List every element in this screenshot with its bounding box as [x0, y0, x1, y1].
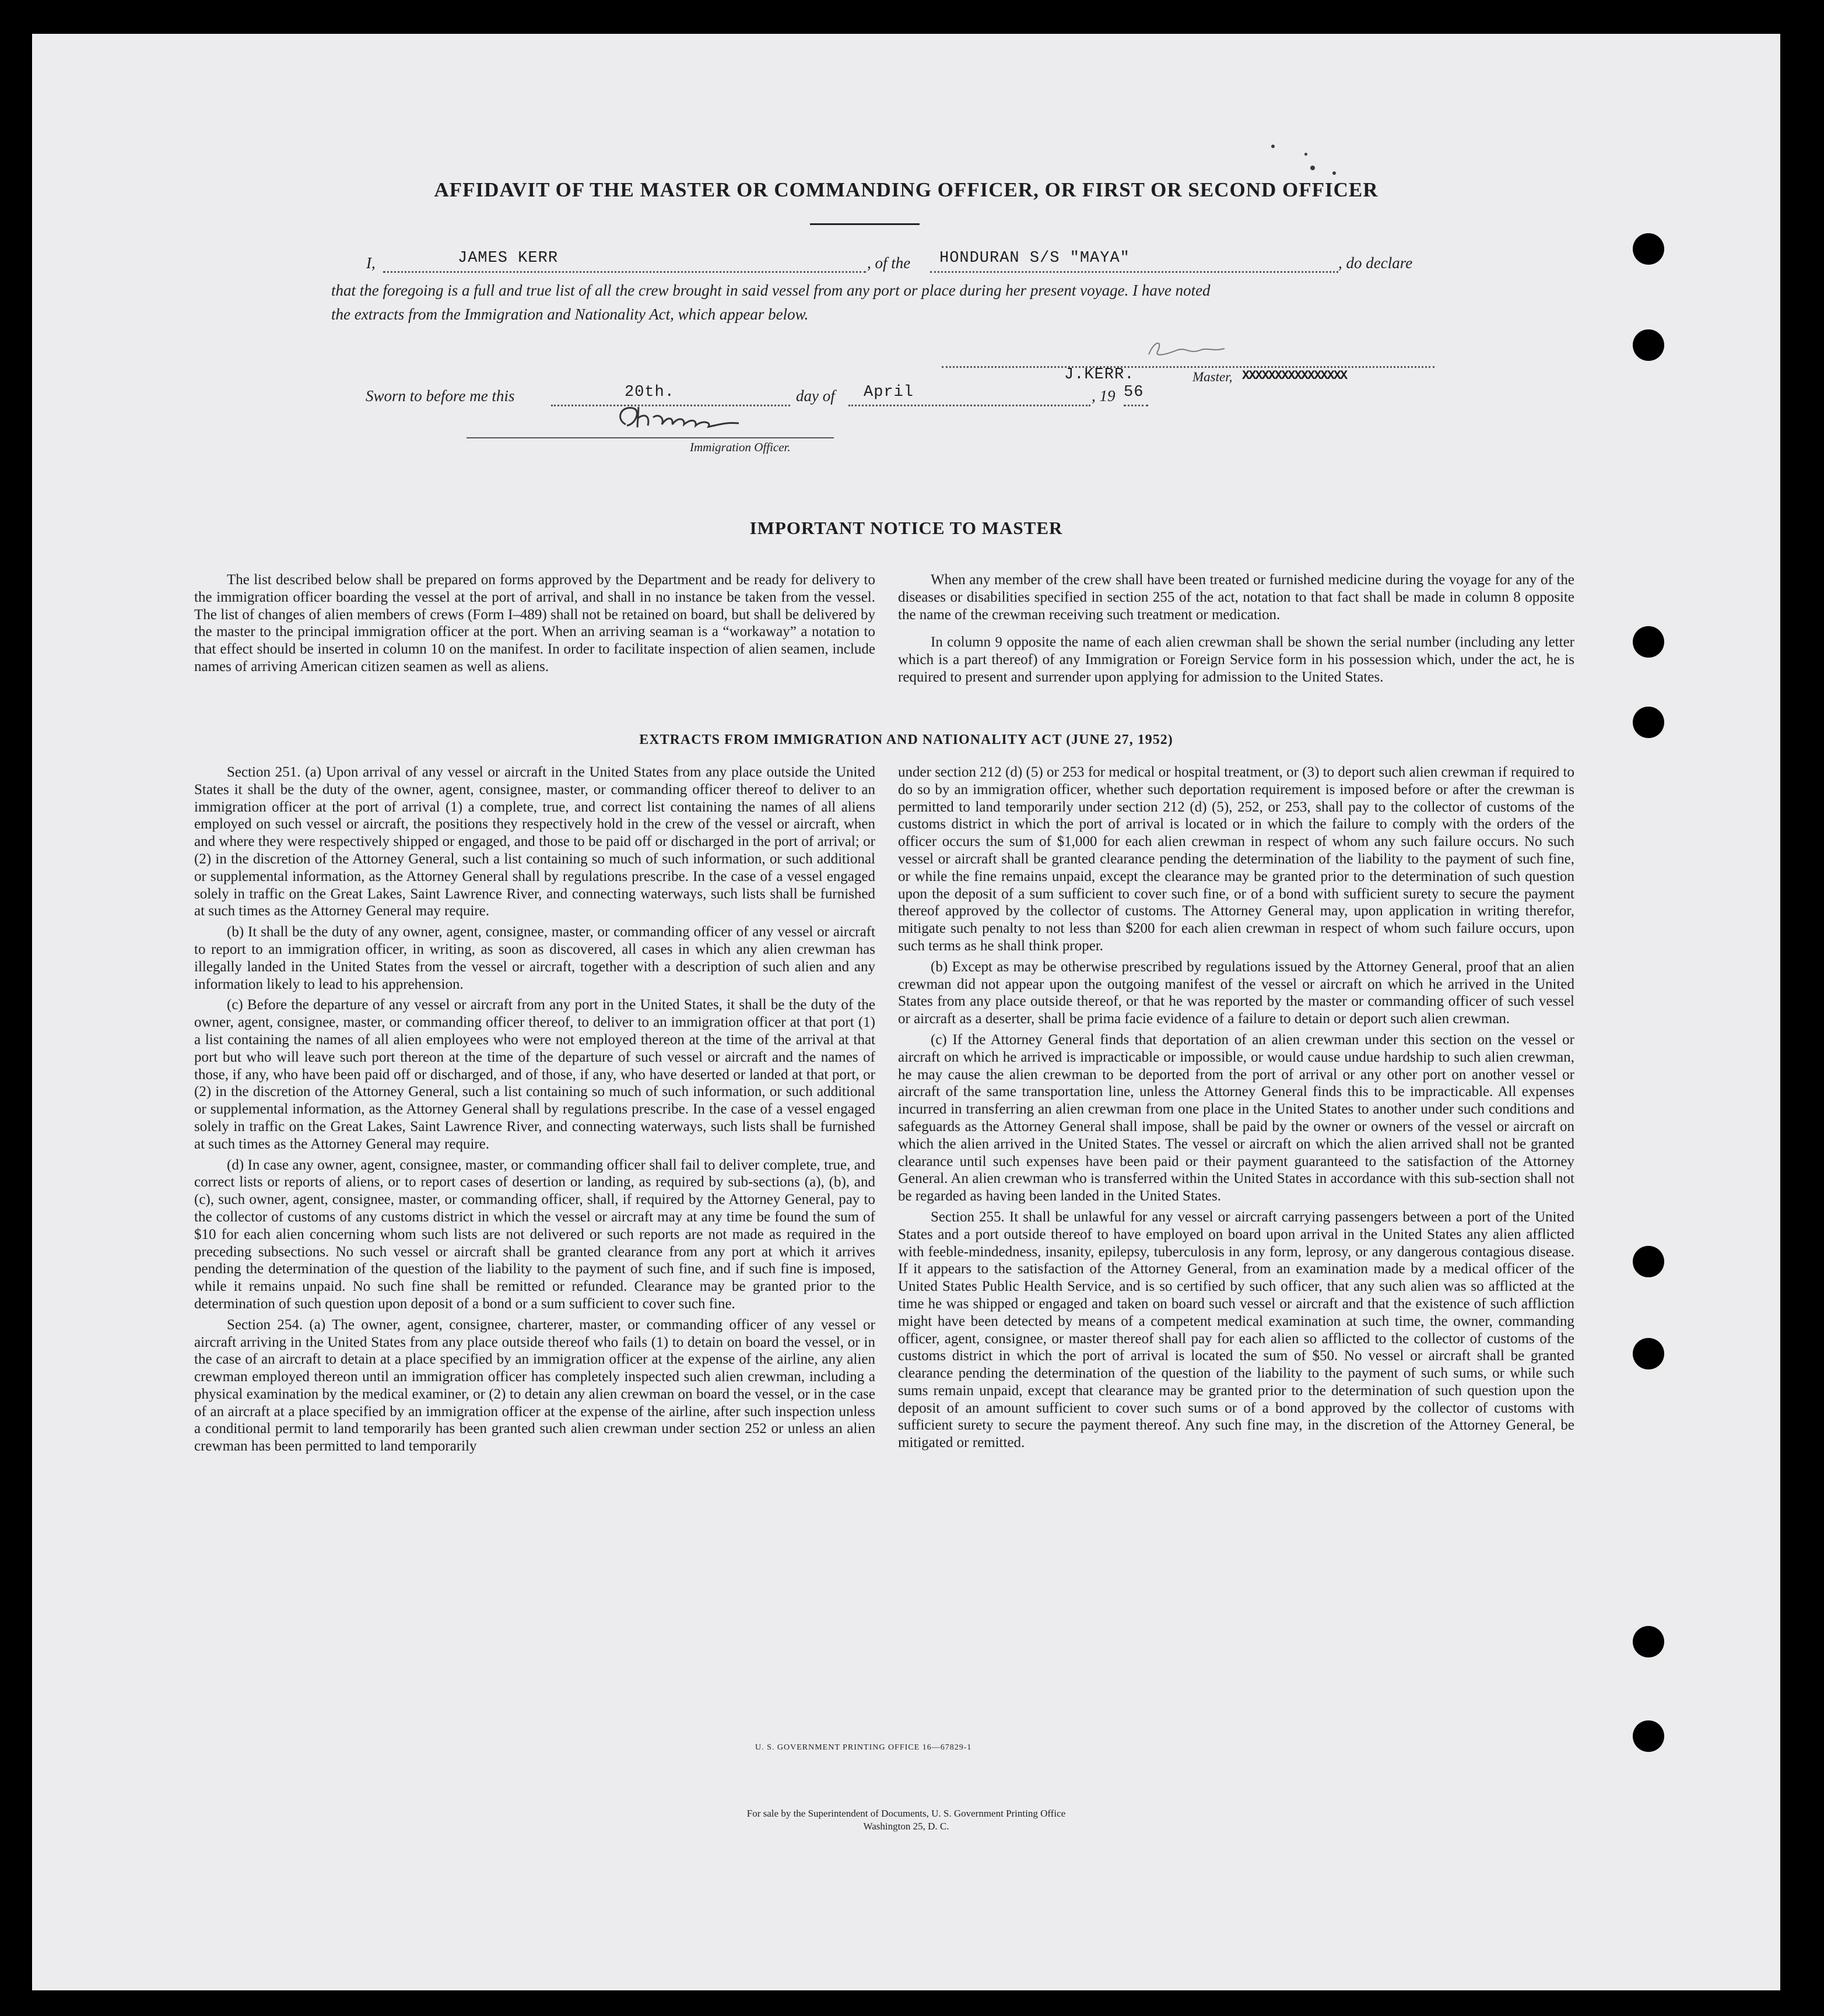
immigration-officer-line	[466, 436, 834, 438]
day-of-label: day of	[796, 387, 835, 405]
extract-paragraph: (d) In case any owner, agent, consignee, master, or commanding officer shall fail to deliver complete, true, and correct lists or reports of aliens, or to report cases of desertion or landing, as required by sub-sections (a), (b), and (c), such owner, agent, consignee, master, or commanding officer, shall, if required by the Attorney General, pay to the collector of customs of any customs district in which the vessel or aircraft may at any time be found the sum of $10 for each alien concerning whom such lists are not delivered or such reports are not made as required in the preceding subsections. No such vessel or aircraft shall be granted clearance from any port at which it arrives pending the determination of the question of the liability to the payment of such fine, and if such fine is imposed, while it remains unpaid. No such fine shall be remitted or refunded. Clearance may be granted prior to the determination of such question upon deposit of a bond or a sum sufficient to cover such fine.	[194, 1157, 875, 1312]
affidavit-title: AFFIDAVIT OF THE MASTER OR COMMANDING OFFICER, OR FIRST OR SECOND OFFICER	[434, 178, 1378, 201]
do-declare-label: , do declare	[1338, 254, 1413, 272]
sale-line-2: Washington 25, D. C.	[863, 1821, 949, 1832]
month-value: April	[864, 384, 914, 401]
vessel-value: HONDURAN S/S "MAYA"	[939, 250, 1130, 267]
speck	[1304, 153, 1307, 156]
notice-right-paragraph-1: When any member of the crew shall have been treated or furnished medicine during the voyage for any of the diseases or disabilities specified in section 255 of the act, notation to that fact shall be made in column 8 opposite the name of the crewman receiving such treatment or medication.	[898, 572, 1574, 623]
master-name-value: JAMES KERR	[458, 250, 559, 267]
master-signature-line	[942, 365, 1434, 368]
immigration-officer-label: Immigration Officer.	[690, 440, 791, 454]
extract-paragraph: (c) Before the departure of any vessel or aircraft from any port in the United States, it shall be the duty of the owner, agent, consignee, master, or commanding officer thereof, to deliver to an immigration officer at that port (1) a list containing the names of all alien employees who were not employed thereon at the time of the arrival at that port but who will leave such port thereon at the time of the departure of such vessel or aircraft and the names of those, if any, who have been paid off or discharged, and of those, if any, who have deserted or landed at that port, or (2) in the discretion of the Attorney General, such a list containing so much of such information, or such additional or supplemental information, as the Attorney General shall by regulations prescribe. In the case of a vessel engaged solely in traffic on the Great Lakes, Saint Lawrence River, and connecting waterways, such lists shall be furnished at such times as the Attorney General may require.	[194, 997, 875, 1152]
document-page	[32, 34, 1780, 1990]
of-the-label: , of the	[867, 254, 911, 272]
punch-hole	[1633, 329, 1664, 361]
extract-paragraph: under section 212 (d) (5) or 253 for medical or hospital treatment, or (3) to deport such alien crewman if required to do so by an immigration officer, whether such deportation requirement is imposed before or after the crewman is permitted to land temporarily under section 212 (d) (5), 252, or 253, shall pay to the collector of customs of the customs district in which the port of arrival is located or in which the failure to comply with the orders of the officer occurs the sum of $1,000 for each alien crewman in respect of whom any such failure occurs. No such vessel or aircraft shall be granted clearance pending the determination of the liability to the payment of such fine, or while the fine remains unpaid, except the clearance may be granted prior to the determination of such question upon the deposit of a sum sufficient to cover such fine, or of a bond with sufficient surety to secure the payment thereof approved by the collector of customs. The Attorney General may, upon application in writing therefor, mitigate such penalty to not less than $200 for each alien crewman in respect of whom such failure occurs, upon such terms as he shall think proper.	[898, 764, 1574, 954]
punch-hole	[1633, 1338, 1664, 1369]
sale-notice	[32, 1807, 1780, 1833]
speck	[1310, 166, 1315, 170]
sale-line-1: For sale by the Superintendent of Documents, U. S. Government Printing Office	[746, 1808, 1066, 1819]
declaration-line-2: the extracts from the Immigration and Nationality Act, which appear below.	[331, 305, 809, 323]
day-value: 20th.	[625, 384, 675, 401]
month-field	[848, 403, 1090, 406]
year-prefix: , 19	[1092, 387, 1116, 405]
extract-paragraph: Section 251. (a) Upon arrival of any vessel or aircraft in the United States from any place outside the United States it shall be the duty of the owner, agent, consignee, master, or commanding officer thereof to deliver to an immigration officer at the port of arrival (1) a complete, true, and correct list containing the names of all aliens employed on such vessel or aircraft, the positions they respectively hold in the crew of the vessel or aircraft, when and where they were respectively shipped or engaged, and those to be paid off or discharged in the port of arrival; or (2) in the discretion of the Attorney General, such a list containing so much of such information, or such additional or supplemental information, as the Attorney General shall by regulations prescribe. In the case of a vessel engaged solely in traffic on the Great Lakes, Saint Lawrence River, and connecting waterways, such lists shall be furnished at such times as the Attorney General may require.	[194, 764, 875, 919]
title-rule	[810, 223, 920, 225]
punch-hole	[1633, 626, 1664, 658]
notice-right-paragraph-2: In column 9 opposite the name of each alien crewman shall be shown the serial number (including any letter which is a part thereof) of any Immigration or Foreign Service form in his possession which, under the act, he is required to present and surrender upon applying for admission to the United States.	[898, 634, 1574, 685]
punch-hole	[1633, 1246, 1664, 1277]
punch-hole	[1633, 1626, 1664, 1657]
master-struck: XXXXXXXXXXXXXXXX	[1242, 368, 1347, 383]
extract-paragraph: (c) If the Attorney General finds that deportation of an alien crewman under this section on the vessel or aircraft on which he arrived is impracticable or impossible, or would cause undue hardship to such alien crewman, he may cause the alien crewman to be deported from the port of arrival or any other port on another vessel or aircraft of the same transportation line, unless the Attorney General finds this to be impracticable. All expenses incurred in transferring an alien crewman from one place in the United States to another under such conditions and safeguards as the Attorney General shall impose, shall be paid by the owner or owners of the vessel or aircraft on which the alien arrived in the United States. The vessel or aircraft on which the alien arrived shall not be granted clearance until such expenses have been paid or their payment guaranteed to the satisfaction of the Attorney General. An alien crewman who is transferred within the United States in accordance with this sub-section shall not be regarded as having been landed in the United States.	[898, 1031, 1574, 1204]
immigration-officer-signature	[609, 401, 749, 436]
master-label: Master,	[1192, 370, 1233, 384]
sworn-label: Sworn to before me this	[366, 387, 515, 405]
year-value: 56	[1124, 384, 1144, 401]
extract-paragraph: Section 255. It shall be unlawful for any vessel or aircraft carrying passengers between a port of the United States and a port outside thereof to have employed on board upon arrival in the United States any alien afflicted with feeble-mindedness, insanity, epilepsy, tuberculosis in any form, leprosy, or any dangerous contagious disease. If it appears to the satisfaction of the Attorney General, from an examination made by a medical officer of the United States Public Health Service, and is so certified by such officer, that any such alien was so afflicted at the time he was shipped or engaged and taken on board such vessel or aircraft and that the existence of such affliction might have been detected by means of a competent medical examination at such time, the owner, commanding officer, agent, consignee, or master thereof shall pay for each alien so afflicted to the collector of customs of the customs district in which the port of arrival is located the sum of $50. No vessel or aircraft shall be granted clearance pending the determination of the question of the liability to the payment of such sums, or while such sums remain unpaid, except that clearance may be granted prior to the determination of such question upon the deposit of an amount sufficient to cover such sums or of a bond approved by the collector of customs with sufficient surety to secure the payment thereof. Any such fine may, in the discretion of the Attorney General, be mitigated or remitted.	[898, 1209, 1574, 1451]
extract-paragraph: Section 254. (a) The owner, agent, consignee, charterer, master, or commanding officer of any vessel or aircraft arriving in the United States from any place outside thereof who fails (1) to detain on board the vessel, or in the case of an aircraft to detain at a place specified by an immigration officer at the expense of the airline, any alien crewman employed thereon until an immigration officer has completely inspected such alien crewman, including a physical examination by the medical examiner, or (2) to detain any alien crewman on board the vessel, or in the case of an aircraft at a place specified by an immigration officer at the expense of the airline, after such inspection unless a conditional permit to land temporarily has been granted such alien crewman under section 252 or unless an alien crewman has been permitted to land temporarily	[194, 1316, 875, 1455]
notice-left-column	[194, 571, 875, 676]
extract-paragraph: (b) Except as may be otherwise prescribed by regulations issued by the Attorney General, proof that an alien crewman did not appear upon the outgoing manifest of the vessel or aircraft on which he arrived in the United States from any place outside thereof, or that he was reported by the master or commanding officer of such vessel or aircraft as a deserter, shall be prima facie evidence of a failure to detain or deport such alien crewman.	[898, 958, 1574, 1027]
vessel-field	[930, 270, 1338, 273]
extracts-title: EXTRACTS FROM IMMIGRATION AND NATIONALITY ACT (JUNE 27, 1952)	[639, 732, 1173, 747]
master-name-field	[383, 270, 866, 273]
speck	[1332, 171, 1336, 175]
extract-paragraph: (b) It shall be the duty of any owner, agent, consignee, master, or commanding officer of any vessel or aircraft to report to an immigration officer, in writing, as soon as discovered, all cases in which any alien crewman has illegally landed in the United States from the vessel or aircraft, together with a description of such alien and any information likely to lead to his apprehension.	[194, 924, 875, 992]
declaration-line-1: that the foregoing is a full and true list of all the crew brought in said vessel from any port or place during her present voyage. I have noted	[331, 282, 1211, 299]
notice-title: IMPORTANT NOTICE TO MASTER	[749, 518, 1063, 538]
master-signature	[1131, 337, 1236, 366]
punch-hole	[1633, 233, 1664, 265]
master-signature-typed: J.KERR.	[1064, 366, 1135, 384]
gpo-imprint: U. S. GOVERNMENT PRINTING OFFICE 16—67829-1	[755, 1743, 972, 1752]
year-field	[1124, 403, 1148, 406]
speck	[1271, 145, 1275, 148]
i-label: I,	[366, 254, 376, 272]
extracts-right-column	[898, 764, 1574, 1452]
notice-right-column	[898, 571, 1574, 686]
notice-left-paragraph: The list described below shall be prepared on forms approved by the Department and be ready for delivery to the immigration officer boarding the vessel at the port of arrival, and shall in no instance be taken from the vessel. The list of changes of alien members of crews (Form I–489) shall not be retained on board, but shall be delivered by the master to the principal immigration officer at the port. When an arriving seaman is a “workaway” a notation to that effect should be inserted in column 10 on the manifest. In order to facilitate inspection of alien seamen, include names of arriving American citizen seamen as well as aliens.	[194, 572, 875, 675]
extracts-left-column	[194, 764, 875, 1455]
punch-hole	[1633, 1720, 1664, 1752]
